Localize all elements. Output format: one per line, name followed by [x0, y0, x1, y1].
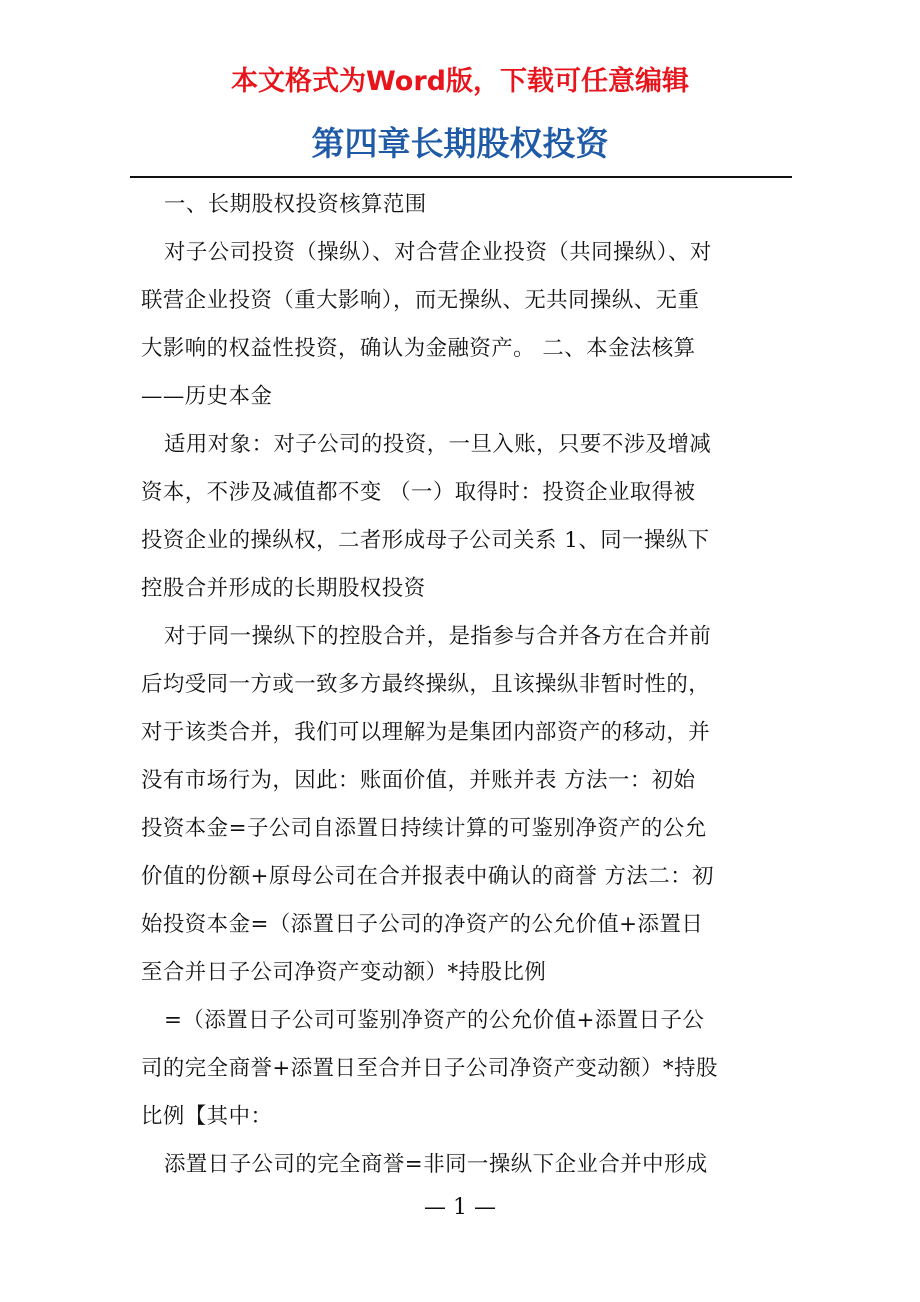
title-divider	[130, 176, 792, 178]
chapter-title: 第四章长期股权投资	[311, 124, 609, 163]
body-line: 投资企业的操纵权，二者形成母子公司关系 1、同一操纵下	[141, 528, 710, 553]
body-line: 适用对象：对子公司的投资，一旦入账，只要不涉及增减	[164, 432, 712, 457]
body-line: 资本，不涉及减值都不变 （一）取得时：投资企业取得被	[141, 480, 696, 505]
body-line: 对于该类合并，我们可以理解为是集团内部资产的移动，并	[141, 720, 711, 745]
body-line: =（添置日子公司可鉴别净资产的公允价值+添置日子公	[164, 1008, 705, 1033]
body-line: 投资本金=子公司自添置日持续计算的可鉴别净资产的公允	[141, 816, 707, 841]
page-number: — 1 —	[424, 1195, 496, 1220]
body-line: 一、长期股权投资核算范围	[164, 192, 427, 217]
body-line: ——历史本金	[141, 384, 273, 409]
body-line: 大影响的权益性投资，确认为金融资产。 二、本金法核算	[141, 336, 696, 361]
body-line: 价值的份额+原母公司在合并报表中确认的商誉 方法二：初	[141, 864, 714, 889]
body-line: 联营企业投资（重大影响），而无操纵、无共同操纵、无重	[141, 288, 700, 313]
download-banner: 本文格式为Word版，下载可任意编辑	[230, 66, 689, 97]
body-line: 比例【其中：	[141, 1104, 273, 1129]
body-line: 司的完全商誉+添置日至合并日子公司净资产变动额）*持股	[141, 1056, 718, 1081]
body-line: 控股合并形成的长期股权投资	[141, 576, 426, 601]
body-line: 对于同一操纵下的控股合并，是指参与合并各方在合并前	[164, 624, 712, 649]
body-line: 没有市场行为，因此：账面价值，并账并表 方法一：初始	[141, 768, 696, 793]
body-line: 对子公司投资（操纵）、对合营企业投资（共同操纵）、对	[164, 240, 712, 265]
body-line: 后均受同一方或一致多方最终操纵，且该操纵非暂时性的，	[141, 672, 711, 697]
body-line: 至合并日子公司净资产变动额）*持股比例	[141, 960, 547, 985]
document-body	[141, 181, 781, 1189]
body-line: 始投资本金=（添置日子公司的净资产的公允价值+添置日	[141, 912, 704, 937]
body-line: 添置日子公司的完全商誉=非同一操纵下企业合并中形成	[164, 1152, 708, 1177]
